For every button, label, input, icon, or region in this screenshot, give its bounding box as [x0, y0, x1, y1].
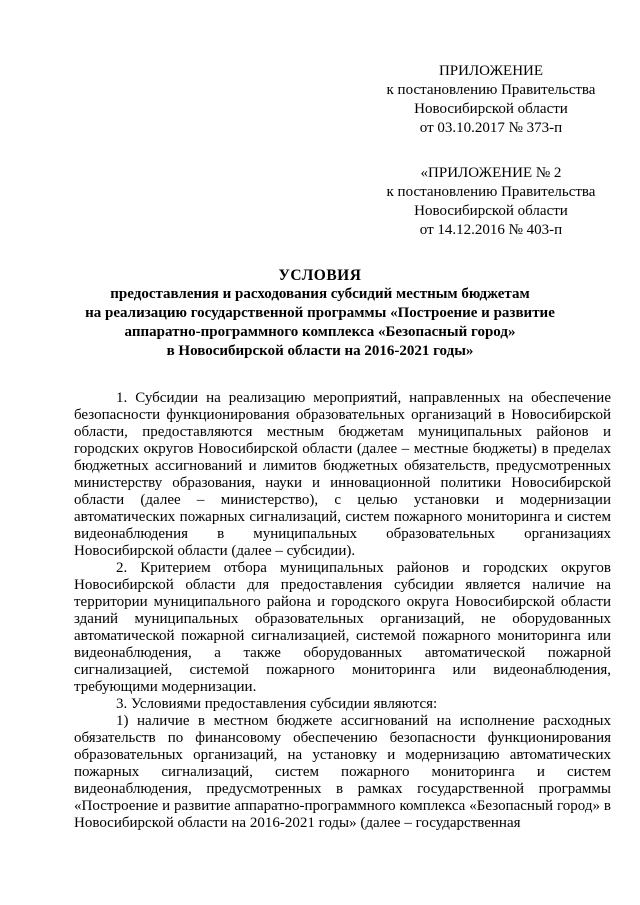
appendix-title: «ПРИЛОЖЕНИЕ № 2 [420, 165, 562, 181]
appendix-title: ПРИЛОЖЕНИЕ [438, 63, 544, 79]
title-line: аппаратно-программного комплекса «Безопасный город» [124, 324, 516, 340]
title-line: предоставления и расходования субсидий местным бюджетам [110, 286, 530, 302]
appendix-date-number: от 03.10.2017 № 373-п [419, 120, 563, 136]
appendix-reference: к постановлению Правительства [386, 82, 596, 98]
title-heading: УСЛОВИЯ [278, 267, 362, 284]
document-title [60, 266, 580, 361]
paragraph-1: 1. Субсидии на реализацию мероприятий, направленных на обеспечение безопасности функционирования образовательных организаций в Новосибирской области, предоставляются местным бюджетам муниципальных районов и городских округов Новосибирской области (далее – местные бюджеты) в пределах бюджетных ассигнований и лимитов бюджетных обязательств, предусмотренных министерству образования, науки и инновационной политики Новосибирской области (далее – министерство), с целью установки и модернизации автоматических пожарных сигнализаций, систем пожарного мониторинга и систем видеонаблюдения в муниципальных образовательных организациях Новосибирской области (далее – субсидии). [74, 390, 611, 559]
appendix-header-previous [372, 164, 610, 240]
appendix-header-current [372, 62, 610, 138]
title-line: на реализацию государственной программы «Построение и развитие [85, 305, 555, 321]
appendix-date-number: от 14.12.2016 № 403-п [419, 222, 563, 238]
appendix-region: Новосибирской области [414, 203, 568, 219]
paragraph-2: 2. Критерием отбора муниципальных районов и городских округов Новосибирской области для предоставления субсидии является наличие на территории муниципального района и городского округа Новосибирской области зданий муниципальных образовательных организаций, не оборудованных автоматической пожарной сигнализацией, системой пожарного мониторинга или видеонаблюдения, а также оборудованных автоматической пожарной сигнализацией, системой пожарного мониторинга или видеонаблюдения, требующими модернизации. [74, 560, 611, 695]
title-line: в Новосибирской области на 2016-2021 годы» [166, 343, 474, 359]
appendix-region: Новосибирской области [414, 101, 568, 117]
document-body [74, 390, 611, 832]
paragraph-3: 3. Условиями предоставления субсидии являются: [116, 696, 438, 712]
appendix-reference: к постановлению Правительства [386, 184, 596, 200]
paragraph-3-item-1: 1) наличие в местном бюджете ассигнований на исполнение расходных обязательств по финансовому обеспечению безопасности функционирования образовательных организаций, на установку и модернизацию автоматических пожарных сигнализаций, систем пожарного мониторинга и систем видеонаблюдения, предусмотренных в рамках государственной программы «Построение и развитие аппаратно-программного комплекса «Безопасный город» в Новосибирской области на 2016-2021 годы» (далее – государственная [74, 713, 611, 831]
